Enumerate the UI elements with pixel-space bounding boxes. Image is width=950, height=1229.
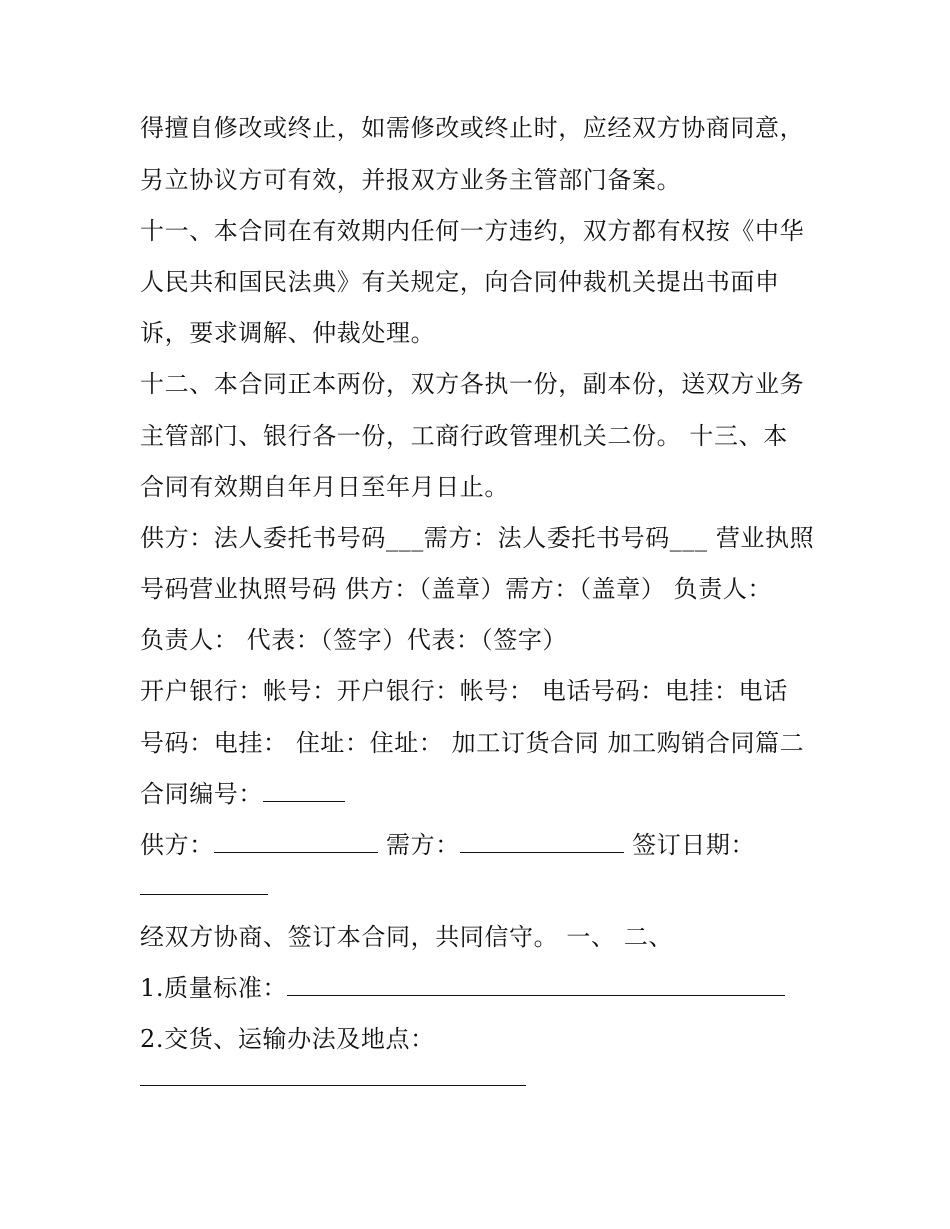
contract-number-label: 合同编号： (140, 780, 263, 808)
text-line-2: 另立协议方可有效，并报双方业务主管部门备案。 (140, 166, 682, 194)
quality-standard-label: 1.质量标准： (140, 974, 288, 1002)
delivery-blank (140, 1063, 526, 1086)
text-line-1: 得擅自修改或终止，如需修改或终止时，应经双方协商同意， (140, 114, 805, 142)
text-line-13: 号码：电挂： 住址：住址： 加工订货合同 加工购销合同篇二 (140, 729, 805, 757)
text-line-5: 诉，要求调解、仲裁处理。 (140, 319, 436, 347)
contract-number-blank (263, 779, 345, 802)
parties-line (140, 830, 755, 860)
text-line-8: 合同有效期自年月日至年月日止。 (140, 473, 509, 501)
text-line-4: 人民共和国民法典》有关规定，向合同仲裁机关提出书面申 (140, 268, 780, 296)
quality-standard-line (140, 973, 785, 1003)
sign-date-label: 签订日期： (632, 831, 756, 859)
text-line-3: 十一、本合同在有效期内任何一方违约，双方都有权按《中华 (140, 217, 805, 245)
delivery-blank-line (140, 1063, 526, 1093)
text-line-11: 负责人： 代表：（签字）代表：（签字） (140, 626, 568, 654)
text-line-9: 供方：法人委托书号码___需方：法人委托书号码___ 营业执照 (140, 524, 815, 552)
buyer-label: 需方： (386, 831, 460, 859)
text-line-6: 十二、本合同正本两份，双方各执一份，副本份，送双方业务 (140, 370, 805, 398)
buyer-blank (460, 830, 624, 853)
supplier-blank (214, 830, 378, 853)
contract-number-line (140, 779, 345, 809)
text-line-12: 开户银行：帐号：开户银行：帐号： 电话号码：电挂：电话 (140, 677, 788, 705)
delivery-line: 2.交货、运输办法及地点： (140, 1025, 435, 1053)
sign-date-blank (140, 872, 268, 895)
agreement-line: 经双方协商、签订本合同，共同信守。 一、 二、 (140, 923, 674, 951)
text-line-7: 主管部门、银行各一份，工商行政管理机关二份。 十三、本 (140, 422, 788, 450)
text-line-10: 号码营业执照号码 供方：（盖章）需方：（盖章） 负责人： (140, 575, 773, 603)
quality-standard-blank (287, 973, 785, 996)
sign-date-blank-line (140, 872, 268, 902)
supplier-label: 供方： (140, 831, 214, 859)
